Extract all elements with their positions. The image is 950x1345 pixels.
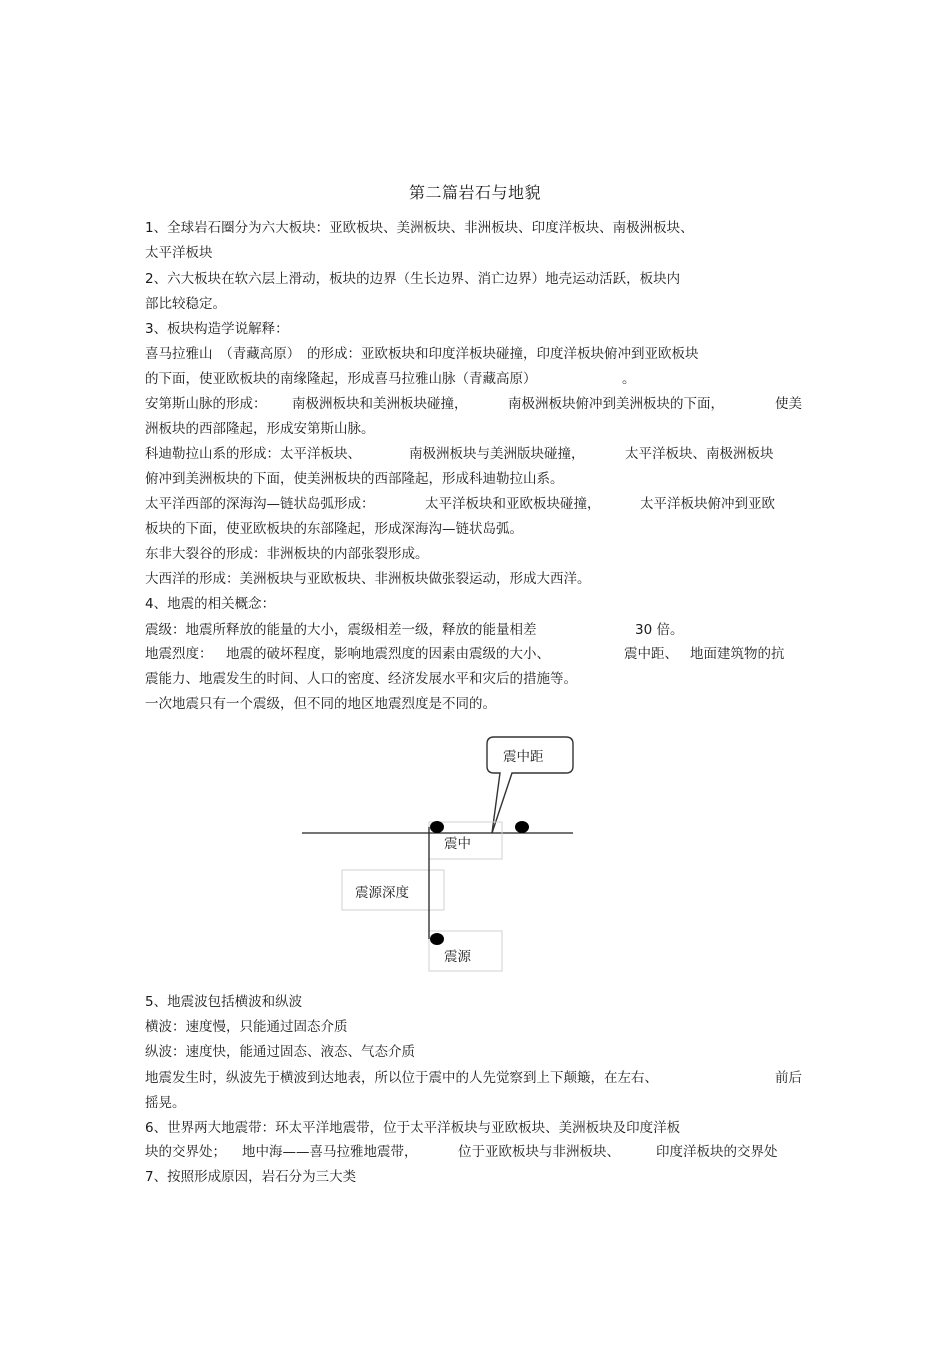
- cordillera-line-1-part-1: 科迪勒拉山系的形成：太平洋板块、: [145, 446, 361, 462]
- para-6-line-2-part-3: 位于亚欧板块与非洲板块、: [458, 1144, 620, 1160]
- s-wave-line: 横波：速度慢，只能通过固态介质: [145, 1019, 348, 1035]
- para-2-line-1: 2、六大板块在软六层上滑动，板块的边界（生长边界、消亡边界）地壳运动活跃，板块内: [145, 271, 681, 287]
- andes-line-1-part-3: 南极洲板块俯冲到美洲板块的下面，: [508, 396, 724, 412]
- epicenter-dot: [430, 821, 444, 833]
- para-3-heading: 3、板块构造学说解释：: [145, 321, 289, 337]
- para-6-line-2-part-1: 块的交界处；: [145, 1144, 226, 1160]
- callout-label: 震中距: [503, 749, 544, 765]
- para-1-line-1: 1、全球岩石圈分为六大板块：亚欧板块、美洲板块、非洲板块、印度洋板块、南极洲板块、: [145, 220, 694, 236]
- andes-line-1-part-1: 安第斯山脉的形成：: [145, 396, 267, 412]
- cordillera-line-2: 俯冲到美洲板块的下面，使美洲板块的西部隆起，形成科迪勒拉山系。: [145, 471, 564, 487]
- intensity-line-1-part-1: 地震烈度：: [145, 646, 213, 662]
- trench-line-1-part-1: 太平洋西部的深海沟—链状岛弧形成：: [145, 496, 375, 512]
- atlantic-line: 大西洋的形成：美洲板块与亚欧板块、非洲板块做张裂运动，形成大西洋。: [145, 571, 591, 587]
- intensity-line-1-part-3: 震中距、: [624, 646, 678, 662]
- observer-dot: [515, 821, 529, 833]
- para-6-line-2-part-4: 印度洋板块的交界处: [656, 1144, 778, 1160]
- focus-dot: [430, 933, 444, 945]
- wave-note-line-2: 摇晃。: [145, 1095, 186, 1111]
- himalaya-period: 。: [622, 371, 636, 387]
- para-4-heading: 4、地震的相关概念：: [145, 596, 276, 612]
- andes-line-1-part-4: 使美: [775, 396, 802, 412]
- para-7-heading: 7、按照形成原因，岩石分为三大类: [145, 1169, 357, 1185]
- para-2-line-2: 部比较稳定。: [145, 296, 226, 312]
- himalaya-line-1: 喜马拉雅山 （青藏高原） 的形成：亚欧板块和印度洋板块碰撞，印度洋板块俯冲到亚欧板块: [145, 346, 699, 362]
- cordillera-line-1-part-3: 太平洋板块、南极洲板块: [625, 446, 774, 462]
- depth-label: 震源深度: [355, 885, 409, 901]
- para-5-heading: 5、地震波包括横波和纵波: [145, 994, 303, 1010]
- magnitude-line-part-1: 震级：地震所释放的能量的大小，震级相差一级，释放的能量相差: [145, 622, 537, 638]
- para-6-line-1: 6、世界两大地震带：环太平洋地震带，位于太平洋板块与亚欧板块、美洲板块及印度洋板: [145, 1120, 681, 1136]
- andes-line-2: 洲板块的西部隆起，形成安第斯山脉。: [145, 421, 375, 437]
- intensity-line-1-part-4: 地面建筑物的抗: [690, 646, 785, 662]
- p-wave-line: 纵波：速度快，能通过固态、液态、气态介质: [145, 1044, 415, 1060]
- trench-line-2: 板块的下面，使亚欧板块的东部隆起，形成深海沟—链状岛弧。: [145, 521, 523, 537]
- cordillera-line-1-part-2: 南极洲板块与美洲版块碰撞，: [409, 446, 585, 462]
- andes-line-1-part-2: 南极洲板块和美洲板块碰撞，: [292, 396, 468, 412]
- focus-label: 震源: [444, 949, 471, 965]
- para-1-line-2: 太平洋板块: [145, 245, 213, 261]
- epicenter-label: 震中: [444, 836, 471, 852]
- wave-note-line-1-part-2: 前后: [775, 1070, 802, 1086]
- himalaya-line-2: 的下面，使亚欧板块的南缘隆起，形成喜马拉雅山脉（青藏高原）: [145, 371, 537, 387]
- magnitude-line-part-2: 30 倍。: [635, 622, 684, 638]
- trench-line-1-part-2: 太平洋板块和亚欧板块碰撞，: [425, 496, 601, 512]
- rift-valley-line: 东非大裂谷的形成：非洲板块的内部张裂形成。: [145, 546, 429, 562]
- wave-note-line-1-part-1: 地震发生时，纵波先于横波到达地表，所以位于震中的人先觉察到上下颠簸，在左右、: [145, 1070, 658, 1086]
- trench-line-1-part-3: 太平洋板块俯冲到亚欧: [640, 496, 775, 512]
- intensity-line-1-part-2: 地震的破坏程度，影响地震烈度的因素由震级的大小、: [226, 646, 550, 662]
- intensity-line-2: 震能力、地震发生的时间、人口的密度、经济发展水平和灾后的措施等。: [145, 671, 577, 687]
- para-6-line-2-part-2: 地中海——喜马拉雅地震带，: [242, 1144, 418, 1160]
- page-title: 第二篇岩石与地貌: [408, 183, 541, 202]
- intensity-note: 一次地震只有一个震级，但不同的地区地震烈度是不同的。: [145, 696, 496, 712]
